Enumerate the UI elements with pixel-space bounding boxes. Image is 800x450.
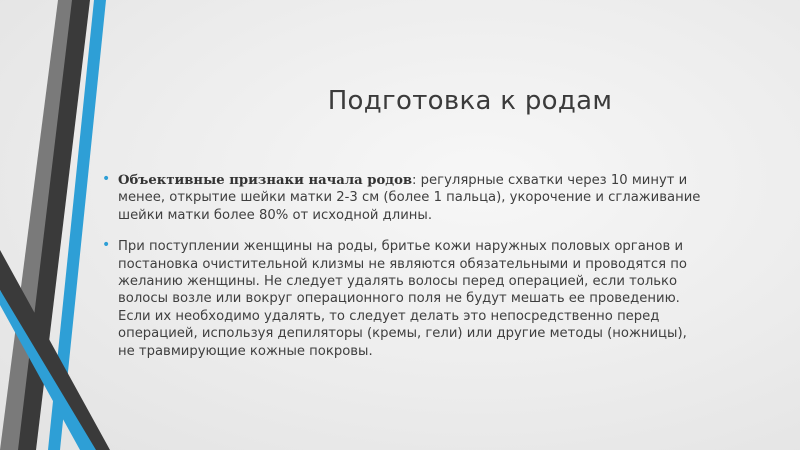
bullet-icon: • — [102, 237, 111, 254]
bullet-2-text: При поступлении женщины на роды, бритье кожи наружных половых органов и постановка очистительной клизмы не являются обязательными и проводятся по желанию женщины. Не следует удалять волосы перед операцией, если только волосы возле или вокруг операционного поля не будут мешать ее проведению. Если их необходимо удалять, то следует делать это непосредственно перед операцией, используя депиляторы (кремы, гели) или другие методы (ножницы), не травмирующие кожные покровы. — [118, 239, 687, 359]
bullet-item-preparation — [102, 238, 702, 360]
bullet-icon: • — [102, 171, 111, 187]
bullet-1-text: : регулярные схватки через 10 минут и менее, открытие шейки матки 2-3 см (более 1 пальца), укорочение и сглаживание шейки матки более 80% от исходной длины. — [118, 173, 701, 223]
bullet-1-bold-text: Объективные признаки начала родов — [118, 173, 413, 188]
slide-content — [102, 172, 702, 374]
bullet-item-signs — [102, 172, 702, 224]
slide-title: Подготовка к родам — [327, 86, 613, 116]
